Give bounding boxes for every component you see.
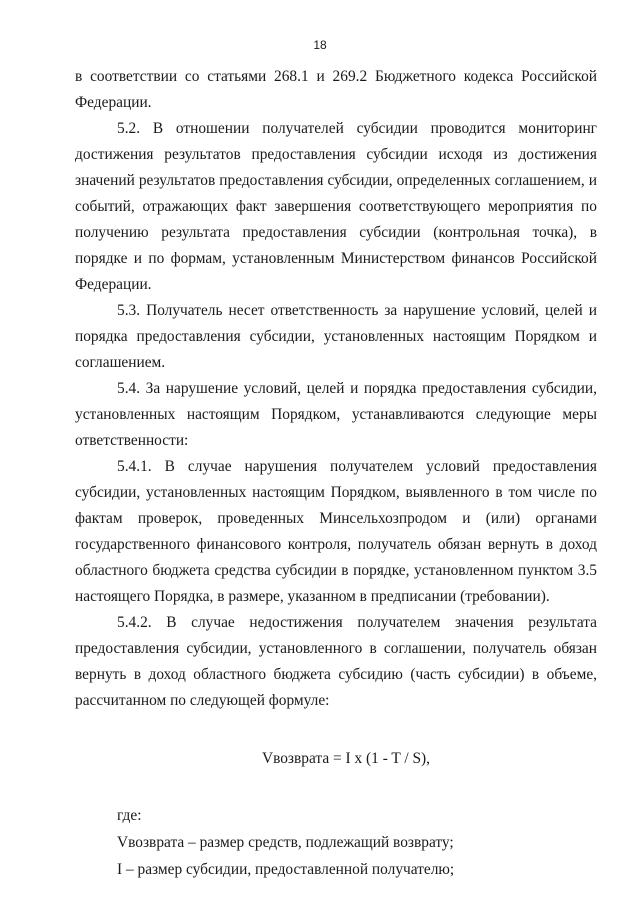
definition-v-return: Vвозврата – размер средств, подлежащий возврату; (117, 834, 454, 851)
paragraph-5-4-1: 5.4.1. В случае нарушения получателем условий предоставления субсидии, установленных настоящим Порядком, выявленного в том числе по фактам проверок, проведенных Минсельхозпродом и (или) органами государственного финансового контроля, получатель обязан вернуть в доход областного бюджета средства субсидии в порядке, установленном пунктом 3.5 настоящего Порядка, в размере, указанном в предписании (требовании). (75, 458, 597, 605)
paragraph-5-2: 5.2. В отношении получателей субсидии проводится мониторинг достижения результатов предоставления субсидии исходя из достижения значений результатов предоставления субсидии, определенных соглашением, и событий, отражающих факт завершения соответствующего мероприятия по получению результата предоставления субсидии (контрольная точка), в порядке и по формам, установленным Министерством финансов Российской Федерации. (75, 120, 597, 293)
paragraph-5-3: 5.3. Получатель несет ответственность за нарушение условий, целей и порядка предоставления субсидии, установленных настоящим Порядком и соглашением. (75, 302, 597, 371)
document-body (75, 64, 597, 883)
paragraph-5-4: 5.4. За нарушение условий, целей и порядка предоставления субсидии, установленных настоящим Порядком, устанавливаются следующие меры ответственности: (75, 380, 597, 449)
formula: Vвозврата = I x (1 - T / S), (261, 750, 431, 767)
where-label: где: (117, 807, 142, 824)
paragraph-5-4-2: 5.4.2. В случае недостижения получателем значения результата предоставления субсидии, установленного в соглашении, получатель обязан вернуть в доход областного бюджета субсидию (часть субсидии) в объеме, рассчитанном по следующей формуле: (75, 614, 597, 709)
page-number: 18 (313, 38, 327, 52)
paragraph-continuation: в соответствии со статьями 268.1 и 269.2 Бюджетного кодекса Российской Федерации. (75, 68, 597, 111)
definition-i-subsidy: I – размер субсидии, предоставленной получателю; (117, 861, 455, 878)
